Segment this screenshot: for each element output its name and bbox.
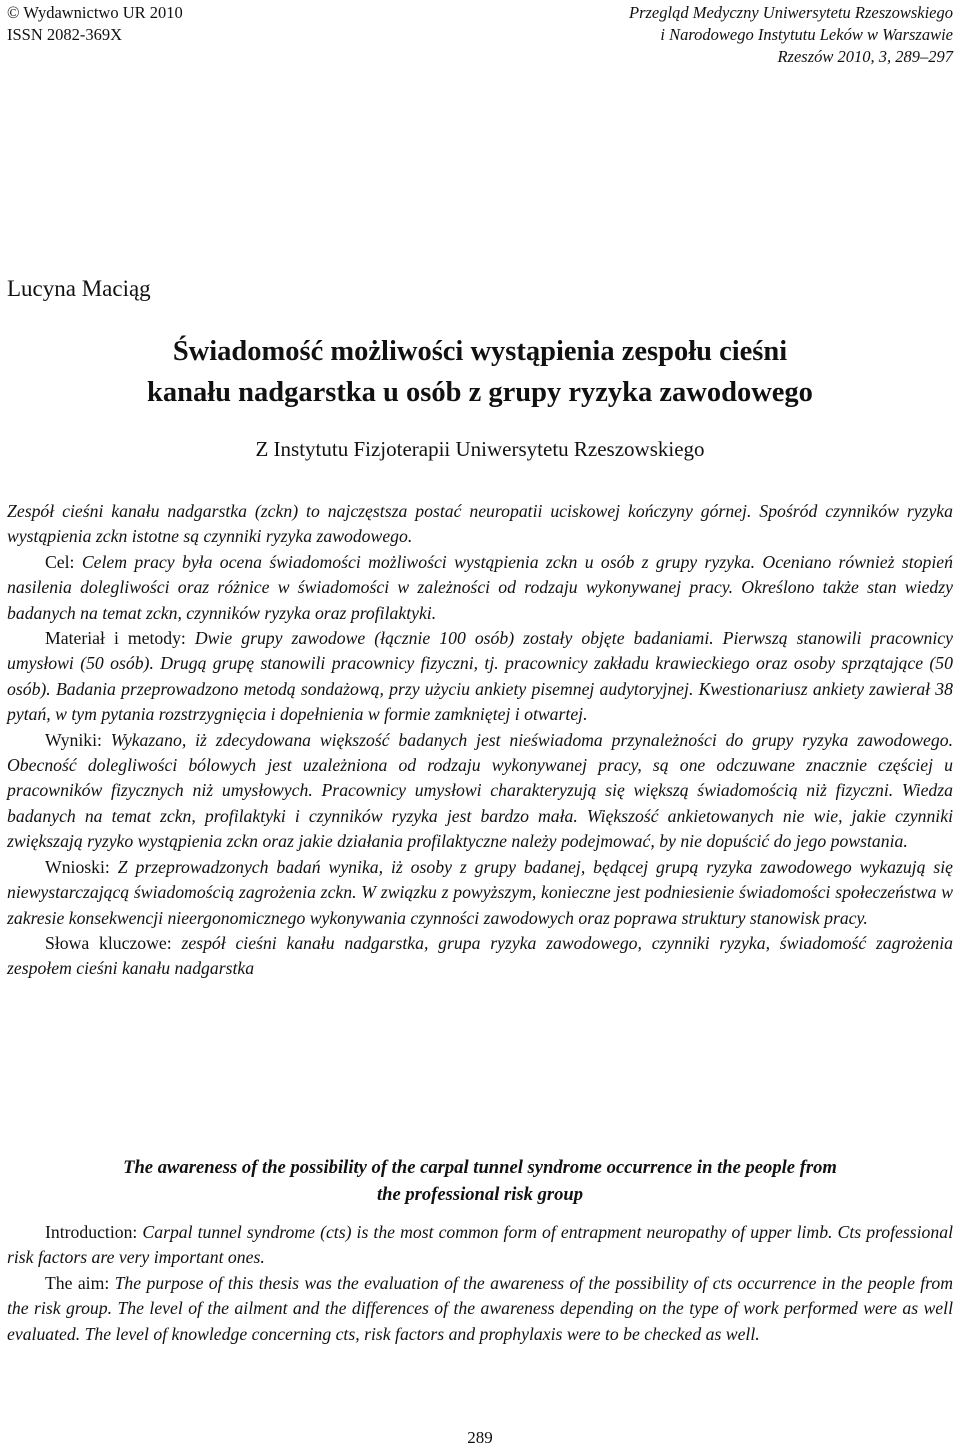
article-title	[0, 331, 960, 413]
copyright-line: © Wydawnictwo UR 2010	[7, 3, 183, 22]
publisher-info	[7, 2, 183, 46]
english-title-line-1: The awareness of the possibility of the carpal tunnel syndrome occurrence in the people from	[123, 1157, 837, 1178]
keywords-text: zespół cieśni kanału nadgarstka, grupa ryzyka zawodowego, czynniki ryzyka, świadomość zagrożenia zespołem cieśni kanału nadgarstka	[7, 932, 954, 979]
conclusions-label: Wnioski:	[45, 856, 118, 877]
abstract-keywords	[7, 931, 953, 982]
journal-name-line1: Przegląd Medyczny Uniwersytetu Rzeszowskiego	[629, 3, 953, 22]
results-text: Wykazano, iż zdecydowana większość badanych jest nieświadoma przynależności do grupy ryzyka zawodowego. Obecność dolegliwości bólowych jest uzależniona od rodzaju wykonywanej pracy, są one odczuwane znacznie częściej u pracowników fizycznych niż umysłowych. Pracownicy umysłowi charakteryzują się większą świadomością niż fizyczni. Wiedza badanych na temat zckn, profilaktyki i czynników ryzyka jest bardzo mała. Większość ankietowanych nie wie, jakie czynniki zwiększają ryzyko wystąpienia zckn oraz jakie działania profilaktyczne należy podejmować, by nie dopuścić do jego powstania.	[7, 729, 954, 852]
aim-text: Celem pracy była ocena świadomości możliwości wystąpienia zckn u osób z grupy ryzyka. Oceniano również stopień nasilenia dolegliwości oraz różnice w świadomości w zależności od rodzaju wykonywanej pracy. Określono także stan wiedzy badanych na temat zckn, czynników ryzyka oraz profilaktyki.	[7, 551, 953, 623]
journal-info	[629, 2, 953, 68]
abstract-polish	[7, 499, 953, 982]
english-introduction	[7, 1220, 953, 1271]
abstract-conclusions	[7, 855, 953, 931]
english-aim-label: The aim:	[45, 1272, 115, 1293]
results-label: Wyniki:	[45, 729, 111, 750]
affiliation: Z Instytutu Fizjoterapii Uniwersytetu Rzeszowskiego	[255, 437, 705, 461]
author-name: Lucyna Maciąg	[7, 276, 151, 301]
abstract-english	[7, 1220, 953, 1347]
journal-name-line2: i Narodowego Instytutu Leków w Warszawie	[660, 25, 953, 44]
conclusions-text: Z przeprowadzonych badań wynika, iż osoby z grupy badanej, będącej grupą ryzyka zawodowego wykazują się niewystarczającą świadomością zagrożenia zckn. W związku z powyższym, konieczne jest podniesienie świadomości społeczeństwa w zakresie konsekwencji nieergonomicznego wykonywania czynności zawodowych oraz poprawa struktury stanowisk pracy.	[7, 856, 953, 928]
abstract-aim	[7, 550, 953, 626]
english-aim-text: The purpose of this thesis was the evaluation of the awareness of the possibility of cts occurrence in the people from the risk group. The level of the ailment and the differences of the awareness depending on the type of work performed were as well evaluated. The level of knowledge concerning cts, risk factors and prophylaxis were to be checked as well.	[7, 1272, 954, 1344]
title-line-1: Świadomość możliwości wystąpienia zespołu cieśni	[172, 336, 788, 367]
methods-label: Materiał i metody:	[45, 628, 195, 649]
methods-text: Dwie grupy zawodowe (łącznie 100 osób) zostały objęte badaniami. Pierwszą stanowili pracownicy umysłowi (50 osób). Drugą grupę stanowili pracownicy fizyczni, tj. pracownicy zakładu krawieckiego oraz osoby sprzątające (50 osób). Badania przeprowadzono metodą sondażową, przy użyciu ankiety pisemnej audytoryjnej. Kwestionariusz ankiety zawierał 38 pytań, w tym pytania rozstrzygnięcia i dopełnienia w formie zamkniętej i otwartej.	[7, 628, 953, 725]
english-title	[0, 1154, 960, 1208]
abstract-intro: Zespół cieśni kanału nadgarstka (zckn) to najczęstsza postać neuropatii uciskowej kończyny górnej. Spośród czynników ryzyka wystąpienia zckn istotne są czynniki ryzyka zawodowego.	[7, 501, 953, 547]
abstract-methods	[7, 626, 953, 728]
english-title-line-2: the professional risk group	[376, 1184, 584, 1205]
aim-label: Cel:	[45, 551, 82, 572]
introduction-label: Introduction:	[45, 1222, 143, 1242]
english-aim	[7, 1271, 953, 1347]
issn-line: ISSN 2082-369X	[7, 25, 123, 44]
journal-issue-line: Rzeszów 2010, 3, 289–297	[777, 47, 953, 66]
abstract-results	[7, 728, 953, 855]
keywords-label: Słowa kluczowe:	[45, 932, 182, 953]
introduction-text: Carpal tunnel syndrome (cts) is the most common form of entrapment neuropathy of upper limb. Cts professional risk factors are very important ones.	[7, 1222, 953, 1268]
page-number: 289	[467, 1428, 493, 1447]
title-line-2: kanału nadgarstka u osób z grupy ryzyka zawodowego	[147, 377, 813, 408]
